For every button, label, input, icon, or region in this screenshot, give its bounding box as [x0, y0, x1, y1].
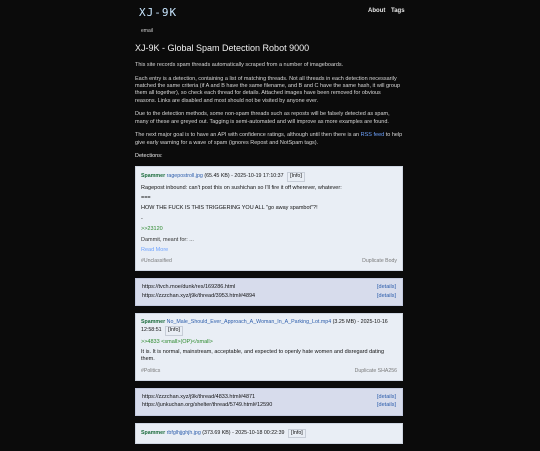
- post-footer: [141, 368, 397, 375]
- detections-title: Detections:: [135, 152, 163, 159]
- thread-links: [135, 278, 403, 306]
- post-line-2: It is. It is normal, mainstream, acceptable, and expected to openly hate women and disregard dating them.: [141, 349, 385, 363]
- duplicate-label: Duplicate Body: [362, 258, 397, 265]
- post-line-4: -: [141, 215, 143, 222]
- post-line-2: ===: [141, 194, 151, 201]
- info-button[interactable]: [Info]: [288, 429, 306, 438]
- read-more-link[interactable]: [141, 247, 397, 254]
- image-filename: No_Male_Should_Ever_Approach_A_Woman_In_A_Parking_Lot.mp4: [166, 319, 332, 326]
- email-link[interactable]: email: [141, 28, 153, 34]
- post-line-6: Dammit, meant for: ...: [141, 236, 194, 243]
- quote-link[interactable]: >>4833 <small>(OP)</small>: [141, 338, 213, 345]
- image-filename: rbfglhjjghjh.jpg: [166, 429, 201, 436]
- detection-card: [135, 423, 403, 444]
- detection-card: [135, 313, 403, 381]
- main-content: [135, 42, 403, 451]
- page-title: XJ-9K - Global Spam Detection Robot 9000: [135, 43, 310, 53]
- details-link[interactable]: [details]: [377, 284, 396, 291]
- nav-tags[interactable]: Tags: [391, 8, 405, 14]
- thread-link[interactable]: https://junkuchan.org/shelter/thread/5749.html#12590: [142, 402, 273, 409]
- spammer-label: Spammer: [141, 319, 166, 326]
- quote-link[interactable]: >>23120: [141, 226, 163, 233]
- image-filename: ragepostroll.jpg: [166, 173, 203, 180]
- nav-about[interactable]: About: [368, 8, 386, 14]
- post-meta: [141, 319, 397, 335]
- post-date: - 2025-10-19 17:10:37: [231, 173, 284, 180]
- detection-card: [135, 166, 403, 271]
- post-meta: [141, 429, 397, 438]
- info-button[interactable]: [Info]: [165, 326, 183, 335]
- duplicate-label: Duplicate SHA256: [354, 367, 397, 374]
- thread-link-row: [142, 394, 396, 401]
- top-bar: [0, 0, 540, 38]
- post-date: - 2025-10-16 12:58:51: [141, 319, 388, 334]
- post-meta: [141, 172, 397, 181]
- intro-paragraph-3: Due to the detection methods, some non-spam threads such as reposts will be falsely detected as spam, many of these are greyed out. Tagging is semi-automated and will improve as more examples are found.: [135, 111, 390, 125]
- details-link[interactable]: [details]: [377, 402, 396, 409]
- info-button[interactable]: [Info]: [287, 172, 305, 181]
- intro-paragraph-4-text: The next major goal is to have an API with confidence ratings, although until then there is an RSS feed to help give early warning for a wave of spam (ignores Repost and NotSpam tags).: [135, 132, 403, 146]
- thread-link-row: [142, 293, 396, 300]
- details-link[interactable]: [details]: [377, 292, 396, 299]
- intro-paragraph-2: Each entry is a detection, containing a list of matching threads. Not all threads in each detection necessarily matched the same criteria (if A and B have the same filename, and B and C have the same hash, it will group them all together), so check each thread for details. Attached images have been removed for obvious reasons. Links are disabled and most should not be visited by anyone ever.: [135, 75, 401, 104]
- thread-link-row: [142, 284, 396, 291]
- file-size: (3.25 MB): [332, 319, 356, 326]
- spammer-label: Spammer: [141, 173, 166, 180]
- thread-link[interactable]: https://zzzchan.xyz/j9k/thread/3953.html#4894: [142, 292, 256, 299]
- read-more[interactable]: Read More: [141, 247, 169, 254]
- post-line-3: HOW THE FUCK IS THIS TRIGGERING YOU ALL "go away spambot"?!: [141, 205, 318, 212]
- spammer-label: Spammer: [141, 429, 166, 436]
- post-footer: [141, 258, 397, 265]
- post-line-1: Ragepost inbound: can't post this on sushichan so I'll fire it off wherever, whatever:: [141, 184, 342, 191]
- intro-paragraph-4: [135, 132, 403, 147]
- rss-feed-link[interactable]: RSS feed: [360, 132, 385, 139]
- thread-link[interactable]: https://zzzchan.xyz/j9k/thread/4833.html#4871: [142, 393, 256, 400]
- post-date: - 2025-10-18 00:22:39: [232, 429, 285, 436]
- thread-links: [135, 388, 403, 416]
- tag-label: #Unclassified: [141, 258, 172, 265]
- details-link[interactable]: [details]: [377, 393, 396, 400]
- file-size: (373.69 KB): [202, 429, 231, 436]
- thread-link[interactable]: https://tvch.moe/dunk/res/169286.html: [142, 284, 236, 291]
- site-logo[interactable]: XJ-9K: [139, 6, 178, 19]
- thread-link-row: [142, 402, 396, 409]
- top-nav: [368, 7, 409, 15]
- tag-label: #Politics: [141, 367, 161, 374]
- file-size: (65.45 KB): [204, 173, 230, 180]
- intro-paragraph-1: This site records spam threads automatically scraped from a number of imageboards.: [135, 62, 344, 69]
